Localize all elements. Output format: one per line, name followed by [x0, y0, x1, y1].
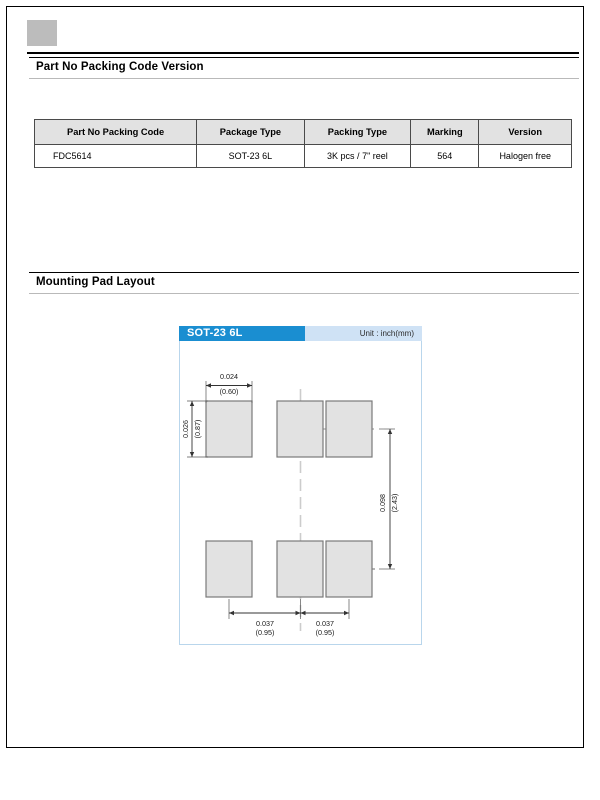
dim-arrow-left — [206, 383, 211, 387]
dim-arrow-bottom — [190, 452, 194, 457]
header-divider — [27, 52, 579, 54]
dim-label-pitch-right-mm: (0.95) — [315, 628, 335, 637]
cell-marking: 564 — [411, 145, 479, 168]
dim-label-pad-height-mm: (0.87) — [193, 419, 202, 439]
figure-title: SOT-23 6L — [187, 327, 243, 339]
pad-bottom-right — [326, 541, 372, 597]
page-frame — [6, 6, 584, 748]
figure-header-bar — [179, 326, 422, 341]
dim-label-pitch-right-inch: 0.037 — [316, 619, 334, 628]
dim-label-row-pitch-mm: (2.43) — [390, 493, 399, 513]
section-bottom-rule — [29, 293, 579, 294]
dim-arrow-right — [247, 383, 252, 387]
pad-layout-drawing — [179, 341, 422, 645]
dim-label-pad-width-inch: 0.024 — [220, 372, 238, 381]
dim-arrow-pitch-left-a — [229, 611, 234, 615]
table-row — [35, 145, 572, 168]
cell-version: Halogen free — [479, 145, 572, 168]
table-header-row — [35, 120, 572, 145]
dim-label-pad-width-mm: (0.60) — [219, 387, 239, 396]
column-header-version: Version — [479, 120, 572, 145]
dim-label-row-pitch-inch: 0.098 — [378, 494, 387, 512]
dim-arrow-row-top — [388, 429, 392, 434]
section-bottom-rule — [29, 78, 579, 79]
column-header-package-type: Package Type — [197, 120, 304, 145]
dim-arrow-row-bottom — [388, 564, 392, 569]
section-title-part-no: Part No Packing Code Version — [36, 61, 204, 73]
dim-arrow-pitch-right-b — [344, 611, 349, 615]
column-header-marking: Marking — [411, 120, 479, 145]
section-part-no-packing-code — [29, 57, 579, 79]
dim-label-pitch-left-mm: (0.95) — [255, 628, 275, 637]
pad-top-left — [206, 401, 252, 457]
pad-bottom-center — [277, 541, 323, 597]
pad-bottom-left — [206, 541, 252, 597]
cell-package-type: SOT-23 6L — [197, 145, 304, 168]
cell-packing-type: 3K pcs / 7" reel — [304, 145, 411, 168]
cell-part-no-packing-code: FDC5614 — [35, 145, 197, 168]
part-no-packing-table — [34, 119, 572, 168]
column-header-part-no-packing-code: Part No Packing Code — [35, 120, 197, 145]
figure-unit-label: Unit : inch(mm) — [359, 329, 414, 338]
section-title-mounting-pad: Mounting Pad Layout — [36, 276, 155, 288]
company-logo — [27, 20, 57, 46]
dim-label-pad-height-inch: 0.026 — [181, 420, 190, 438]
dim-arrow-top — [190, 401, 194, 406]
mounting-pad-figure — [179, 326, 422, 646]
pad-top-right — [326, 401, 372, 457]
column-header-packing-type: Packing Type — [304, 120, 411, 145]
dim-label-pitch-left-inch: 0.037 — [256, 619, 274, 628]
pad-top-center — [277, 401, 323, 457]
section-mounting-pad-layout — [29, 272, 579, 294]
